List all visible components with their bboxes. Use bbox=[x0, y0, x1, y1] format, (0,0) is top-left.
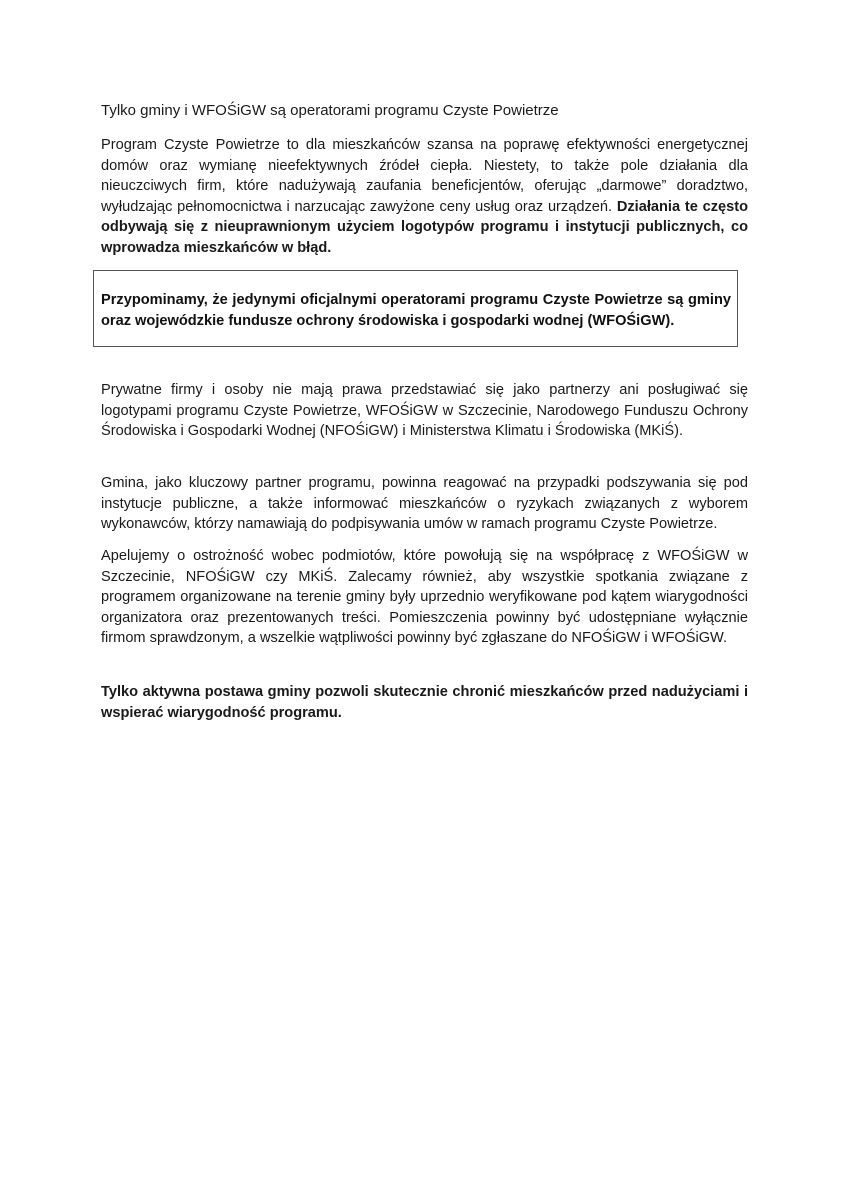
notice-text: Przypominamy, że jedynymi oficjalnymi operatorami programu Czyste Powietrze są gminy oraz wojewódzkie fundusze ochrony środowiska i gospodarki wodnej (WFOŚiGW). bbox=[101, 292, 731, 329]
logos-paragraph: Prywatne firmy i osoby nie mają prawa przedstawiać się jako partnerzy ani posługiwać się logotypami programu Czyste Powietrze, WFOŚiGW w Szczecinie, Narodowego Funduszu Ochrony Środowiska i Gospodarki Wodnej (NFOŚiGW) i Ministerstwa Klimatu i Środowiska (MKiŚ). bbox=[101, 382, 748, 440]
intro-paragraph-bold: Działania te często odbywają się z nieuprawnionym użyciem logotypów programu i instytucji publicznych, co wprowadza mieszkańców w błąd. bbox=[101, 198, 748, 256]
closing-paragraph: Tylko aktywna postawa gminy pozwoli skutecznie chronić mieszkańców przed nadużyciami i wspierać wiarygodność programu. bbox=[101, 684, 748, 721]
intro-paragraph bbox=[101, 135, 748, 259]
appeal-paragraph: Apelujemy o ostrożność wobec podmiotów, które powołują się na współpracę z WFOŚiGW w Szczecinie, NFOŚiGW czy MKiŚ. Zalecamy również, aby wszystkie spotkania związane z programem organizowane na terenie gminy były uprzednio weryfikowane pod kątem wiarygodności organizatora oraz prezentowanych treści. Pomieszczenia powinny być udostępniane wyłącznie firmom sprawdzonym, a wszelkie wątpliwości powinny być zgłaszane do NFOŚiGW i WFOŚiGW. bbox=[101, 548, 748, 647]
intro-paragraph-text: Program Czyste Powietrze to dla mieszkańców szansa na poprawę efektywności energetycznej domów oraz wymianę nieefektywnych źródeł ciepła. Niestety, to także pole działania dla nieuczciwych firm, które nadużywają zaufania beneficjentów, oferując „darmowe” doradztwo, wyłudzając pełnomocnictwa i narzucając zawyżone ceny usług oraz urządzeń. bbox=[101, 137, 748, 215]
document-title: Tylko gminy i WFOŚiGW są operatorami programu Czyste Powietrze bbox=[101, 102, 559, 119]
municipality-paragraph: Gmina, jako kluczowy partner programu, powinna reagować na przypadki podszywania się pod instytucje publiczne, a także informować mieszkańców o ryzykach związanych z wyborem wykonawców, którzy namawiają do podpisywania umów w ramach programu Czyste Powietrze. bbox=[101, 475, 748, 533]
